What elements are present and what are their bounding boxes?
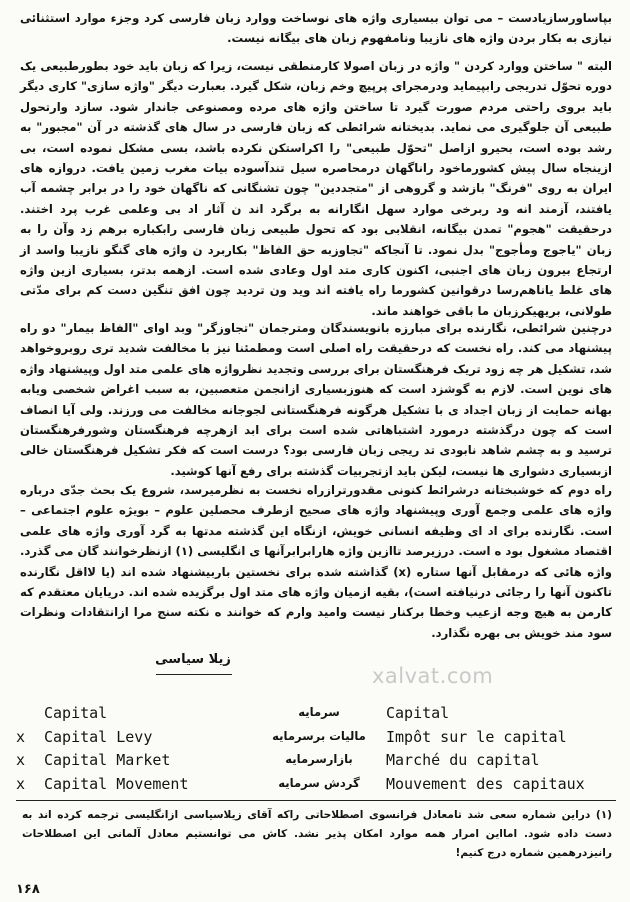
english-term: Capital <box>44 704 108 722</box>
new-term-mark: x <box>16 774 26 793</box>
new-term-mark: x <box>16 727 26 746</box>
persian-term: مالیات برسرمایه <box>272 728 366 743</box>
paragraph-2: البته " ساختن ووارد کردن " واژه در زبان اصولا کارمنطقی نیست، زیرا که زبان باید خود بطورطبیعی یک دوره تحوّل تدریجی رابپیماید ودرمجرای پرپیچ وخم زبان، شکل گیرد. بعبارت دیگر "واژه سازی" کاری دیگر باید بروی راحتی مردم صورت گیرد تا ساختن واژه های مرده ومصنوعی جاندار شود. سازد وارتحول طبیعی آن جلوگیری می نماید. بدیختانه شرائطی که زبان فارسی در سال های گذشته در آن "مجبور" به رشد بوده است، بحیرو ازاصل "تحوّل طبیعی" را اکراستکن نکرده باشد، بسی مشکل نموده است، بی ازینجاه سال پیش کشورماخود راناگهان درمحاصره سیل تندآسوده بیات مغرب زمین یافت. دروازه های ایران به روی "فرنگ" بازشد و گروهی از "متجددین" چون تشنگانی که ناگهان خود را در برابر چشمه آب یافتند، آزمند انه ود ربرخی موارد سهل انگارانه به برگرد اند ن آثار اد بی وعلمی غرب پرد اختند. درحقیقت "هجوم" تمدن بیگانه، انقلابی بود که تحول طبیعی زبان فارسی رابکباره برهم زد وآن را به زبان "یاجوج ومأجوج" بدل نمود. تا آنجاکه "تجاوزبه حق الفاظ" بکاربرد ن واژه های گنگو نازیبا واسد از ارتجاع بیرون زبان های اجنبی، اکنون کاری متد اول وعادی شده است. ازهمه بدتر، بسیاری ازین واژه های غلط یاناهم‌رسا درقوانین کشورما راه یافته اند وید ون تردید چون افق تنگین دست کم برای مدّتی طولانی، بریهیکرزبان ما باقی خواهند ماند. <box>20 59 612 318</box>
english-term: Capital Movement <box>44 774 189 793</box>
watermark: xalvat.com <box>372 664 494 688</box>
new-term-mark: x <box>16 751 26 769</box>
persian-term: گردش سرمایه <box>278 775 360 790</box>
page-number: ۱۶۸ <box>16 882 40 897</box>
glossary-row <box>16 751 616 775</box>
french-term: Impôt sur le capital <box>386 727 567 746</box>
footnote: (۱) دراین شماره سعی شد تامعادل فرانسوی اصطلاحاتی راکه آقای زیلاسیاسی ازانگلیسی ترجمه کرده اند به دست داده شود. امااین امرار همه موارد امکان پذیر نشد. کاش می توانستیم معادل آلمانی این اصطلاحات رانیزدرهمین شماره درج کنیم! <box>22 809 612 859</box>
english-term: Capital Levy <box>44 727 153 746</box>
french-term: Marché du capital <box>386 751 540 769</box>
glossary-table <box>16 704 616 798</box>
paragraph-3: درچنین شرائطی، نگارنده برای مبارزه بانویسندگان ومترجمان "تجاوزگر" وبد اوای "الفاظ بیمار" دو راه پیشنهاد می کند. راه نخست که درحقیقت راه اصلی است ومطمئنا نیز با مخالفت شدید تری روبروخواهد شد، تشکیل هر چه زود تریک فرهنگستان برای بررسی وتجدید نظرواژه های علمی متد اول وپیشنهاد واژه های نوین است. لازم به گوشزد است که هنوزبسیاری ازانجمن متعصبین، به سبب اغراض شخصی ویابه بهانه حمایت از زبان اجداد ی با تشکیل هرگونه فرهنگستانی لجوجانه مخالفت می ورزند. ولی آیا انصاف است که چون درگذشته درمورد اشتباهاتی شده است برای ابد ازهرچه فرهنگستان وشورفرهنگستان ترسید و به چشم شاهد نابودی تد ریجی زبان فارسی بود؟ درست است که فکر تشکیل فرهنگستان خالی ازبسیاری دشواری ها نیست، لیکن باید ازتجربیات گذشته برای رفع آنها کوشید. <box>20 321 612 478</box>
english-term: Capital Market <box>44 751 171 769</box>
glossary-row <box>16 704 616 728</box>
persian-term: سرمایه <box>298 705 340 719</box>
heading-underline <box>156 674 232 675</box>
paragraph-1: بپاساورسازیادست – می توان ببسیاری واژه های نوساخت ووارد زبان فارسی کرد وجزء موارد استثنائی نیازی به بکار بردن واژه های نازیبا ونامفهوم زبان های بیگانه نیست. <box>20 11 612 46</box>
paragraph-4: راه دوم که خوشبختانه درشرائط کنونی مقدورترازراه نخست به نظرمیرسد، شروع یک بحث جدّی درباره واژه های علمی وجمع آوری وپیشنهاد واژه های صحیح ازطرف محصلین علوم – بویژه علوم اجتماعی – است. نگارنده برای اد ای وظیفه انسانی خویش، ازنگاه این گذشته مدتها به گرد آوری واژه های علمی اقتصاد مشغول بود ه است. درزیرصد تاازین واژه هارابرابرآنها ی انگلیسی (۱) ازنظرخوانند گان می گذرد. واژه هائی که درمقابل آنها ستاره (x) گذاشته شده برای نخستین باربیشنهاد شده اند (یا لااقل نگارنده تاکنون آنها را رجائی درنیافته است)، بقیه ازمیان واژه های متد اول برگزیده شده اند. دریایان معتقدم که کارمن به هیچ وجه ازعیب وخطا برکنار نیست وامید وارم که خوانند ه نکته سنج مرا ازانتقادات ونظرات سود مند خویش بی بهره نگذارد. <box>20 483 612 640</box>
persian-term: بازارسرمایه <box>285 752 353 766</box>
footnote-divider <box>16 800 616 801</box>
glossary-row <box>16 728 616 752</box>
french-term: Mouvement des capitaux <box>386 774 585 793</box>
section-heading: زیلا سیاسی <box>155 652 231 667</box>
glossary-row <box>16 775 616 799</box>
french-term: Capital <box>386 704 450 722</box>
